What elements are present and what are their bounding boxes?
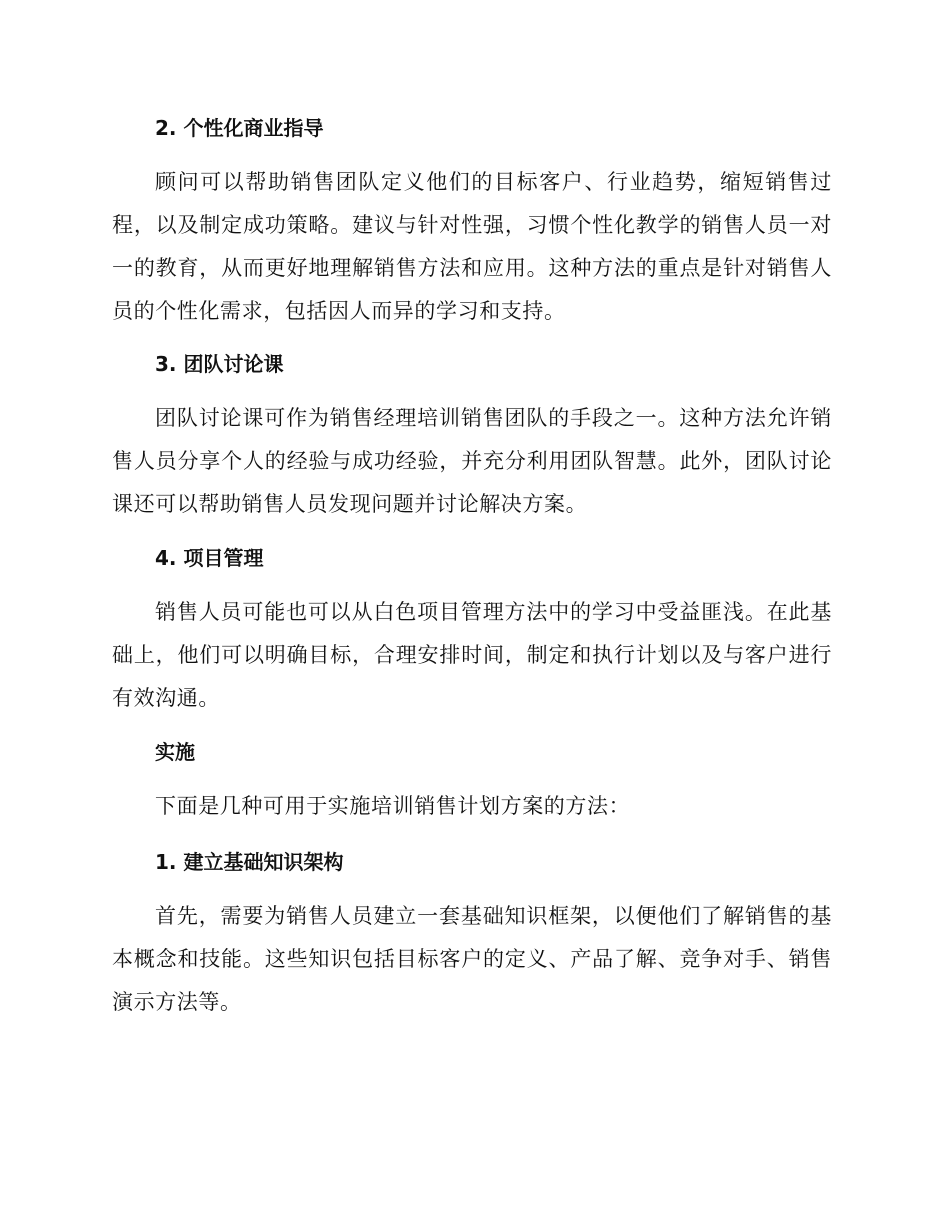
section-body-team-discussion: 团队讨论课可作为销售经理培训销售团队的手段之一。这种方法允许销售人员分享个人的经验与成功经验，并充分利用团队智慧。此外，团队讨论课还可以帮助销售人员发现问题并讨论解决方案。 — [112, 406, 832, 516]
section-body-project-management: 销售人员可能也可以从白色项目管理方法中的学习中受益匪浅。在此基础上，他们可以明确目标，合理安排时间，制定和执行计划以及与客户进行有效沟通。 — [112, 600, 832, 710]
section-heading-knowledge-framework: 1. 建立基础知识架构 — [155, 850, 344, 874]
section-heading-project-management: 4. 项目管理 — [155, 546, 264, 570]
section-heading-implementation: 实施 — [155, 740, 195, 764]
section-heading-personalized-guidance: 2. 个性化商业指导 — [155, 116, 324, 140]
section-heading-team-discussion: 3. 团队讨论课 — [155, 352, 284, 376]
section-body-personalized-guidance: 顾问可以帮助销售团队定义他们的目标客户、行业趋势，缩短销售过程，以及制定成功策略。建议与针对性强，习惯个性化教学的销售人员一对一的教育，从而更好地理解销售方法和应用。这种方法的重点是针对销售人员的个性化需求，包括因人而异的学习和支持。 — [112, 170, 832, 323]
section-body-implementation: 下面是几种可用于实施培训销售计划方案的方法： — [155, 794, 631, 818]
section-body-knowledge-framework: 首先，需要为销售人员建立一套基础知识框架，以便他们了解销售的基本概念和技能。这些知识包括目标客户的定义、产品了解、竞争对手、销售演示方法等。 — [112, 904, 832, 1014]
